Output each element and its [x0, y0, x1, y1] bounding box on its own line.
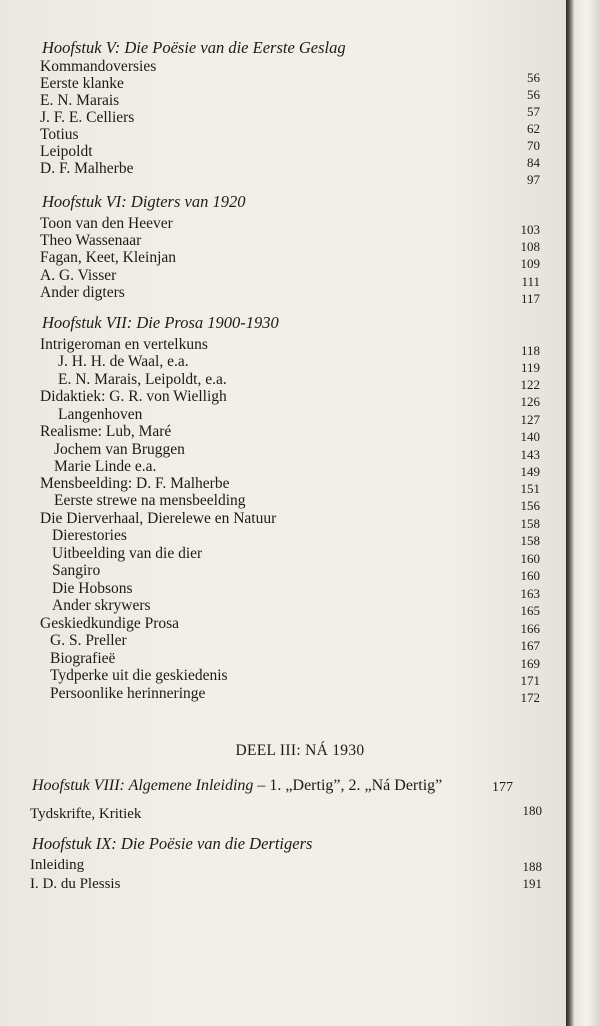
toc-entry: Intrigeroman en vertelkuns [40, 336, 208, 353]
part-heading: DEEL III: NÁ 1930 [235, 742, 365, 759]
toc-entry: Kommandoversies [40, 58, 157, 75]
toc-entry: Didaktiek: G. R. von Wielligh [40, 388, 227, 405]
toc-entry: Mensbeelding: D. F. Malherbe [40, 475, 230, 492]
toc-page-number: 171 [520, 673, 540, 688]
book-spine-edge [566, 0, 600, 1026]
toc-entry: Dierestories [52, 527, 127, 544]
toc-entry: Jochem van Bruggen [54, 441, 185, 458]
toc-page-number: 151 [520, 481, 540, 496]
toc-entry: E. N. Marais, Leipoldt, e.a. [58, 371, 227, 388]
chapter-8-subtitle: – 1. „Dertig”, 2. „Ná Dertig” [253, 777, 443, 794]
toc-entry: Uitbeelding van die dier [52, 545, 203, 562]
toc-page-number: 118 [520, 343, 540, 358]
toc-page-number: 149 [520, 464, 540, 479]
toc-page-number: 127 [520, 412, 540, 427]
toc-page-number: 180 [522, 803, 542, 818]
toc-page-number: 126 [520, 394, 540, 409]
toc-page-number: 119 [520, 360, 540, 375]
toc-page-number: 163 [520, 586, 540, 601]
chapter-9-heading: Hoofstuk IX: Die Poësie van die Dertigers [32, 834, 313, 853]
toc-entry: Inleiding [30, 857, 85, 873]
toc-entry: Biografieë [50, 650, 116, 667]
toc-page-number: 122 [520, 377, 540, 392]
toc-page-number: 177 [492, 780, 513, 795]
toc-page-number: 167 [520, 638, 540, 653]
toc-entry: J. F. E. Celliers [40, 109, 135, 126]
toc-entry: Realisme: Lub, Maré [40, 423, 172, 440]
toc-page-number: 160 [520, 568, 540, 583]
toc-entry: Die Dierverhaal, Dierelewe en Natuur [40, 510, 277, 527]
toc-entry: J. H. H. de Waal, e.a. [58, 353, 189, 370]
toc-entry: Tydskrifte, Kritiek [30, 806, 142, 822]
toc-page-number: 156 [520, 498, 540, 513]
toc-entry: Eerste strewe na mensbeelding [54, 492, 246, 509]
toc-page-number: 160 [520, 551, 540, 566]
toc-entry: Tydperke uit die geskiedenis [50, 667, 228, 684]
toc-entry: Ander skrywers [52, 597, 151, 614]
chapter-5-heading: Hoofstuk V: Die Poësie van die Eerste Geslag [42, 38, 346, 57]
toc-entry: Totius [40, 126, 79, 143]
toc-page-number: 109 [520, 256, 540, 271]
toc-entry: E. N. Marais [40, 92, 120, 109]
toc-entry: Theo Wassenaar [40, 232, 142, 249]
chapter-6-heading: Hoofstuk VI: Digters van 1920 [42, 192, 246, 211]
toc-entry: Marie Linde e.a. [54, 458, 157, 475]
toc-entry: Persoonlike herinneringe [50, 685, 206, 702]
toc-page-number: 172 [520, 690, 540, 705]
toc-entry: Ander digters [40, 284, 125, 301]
toc-entry: G. S. Preller [50, 632, 127, 649]
toc-page-number: 62 [527, 121, 540, 136]
toc-page-number: 165 [520, 603, 540, 618]
toc-page-number: 56 [527, 87, 540, 102]
toc-page-number: 97 [527, 172, 540, 187]
toc-entry: Geskiedkundige Prosa [40, 615, 180, 632]
toc-entry: A. G. Visser [40, 267, 117, 284]
toc-entry: Die Hobsons [52, 580, 133, 597]
toc-page-number: 56 [527, 70, 540, 85]
toc-page-number: 140 [520, 429, 540, 444]
toc-page-number: 188 [522, 859, 542, 874]
toc-page-number: 158 [520, 533, 540, 548]
toc-entry: Sangiro [52, 562, 101, 579]
toc-entry: Fagan, Keet, Kleinjan [40, 249, 177, 266]
toc-entry: Eerste klanke [40, 75, 124, 92]
toc-entry: Toon van den Heever [40, 215, 173, 232]
chapter-8-title: Hoofstuk VIII: Algemene Inleiding [32, 777, 254, 794]
toc-page-number: 143 [520, 447, 540, 462]
toc-page-number: 191 [522, 876, 542, 891]
toc-entry: Leipoldt [40, 143, 93, 160]
chapter-7-heading: Hoofstuk VII: Die Prosa 1900-1930 [42, 313, 279, 332]
chapter-8-heading [32, 777, 442, 795]
toc-page-number: 117 [520, 291, 540, 306]
toc-page-number: 108 [520, 239, 540, 254]
toc-page-number: 169 [520, 656, 540, 671]
toc-page-number: 70 [527, 138, 540, 153]
toc-entry: I. D. du Plessis [30, 876, 121, 892]
toc-page-number: 103 [520, 222, 540, 237]
toc-page-number: 166 [520, 621, 540, 636]
toc-entry: Langenhoven [58, 406, 143, 423]
toc-page-number: 57 [527, 104, 540, 119]
toc-entry: D. F. Malherbe [40, 160, 134, 177]
toc-page-number: 111 [521, 274, 540, 289]
toc-page-number: 84 [527, 155, 540, 170]
toc-page-number: 158 [520, 516, 540, 531]
